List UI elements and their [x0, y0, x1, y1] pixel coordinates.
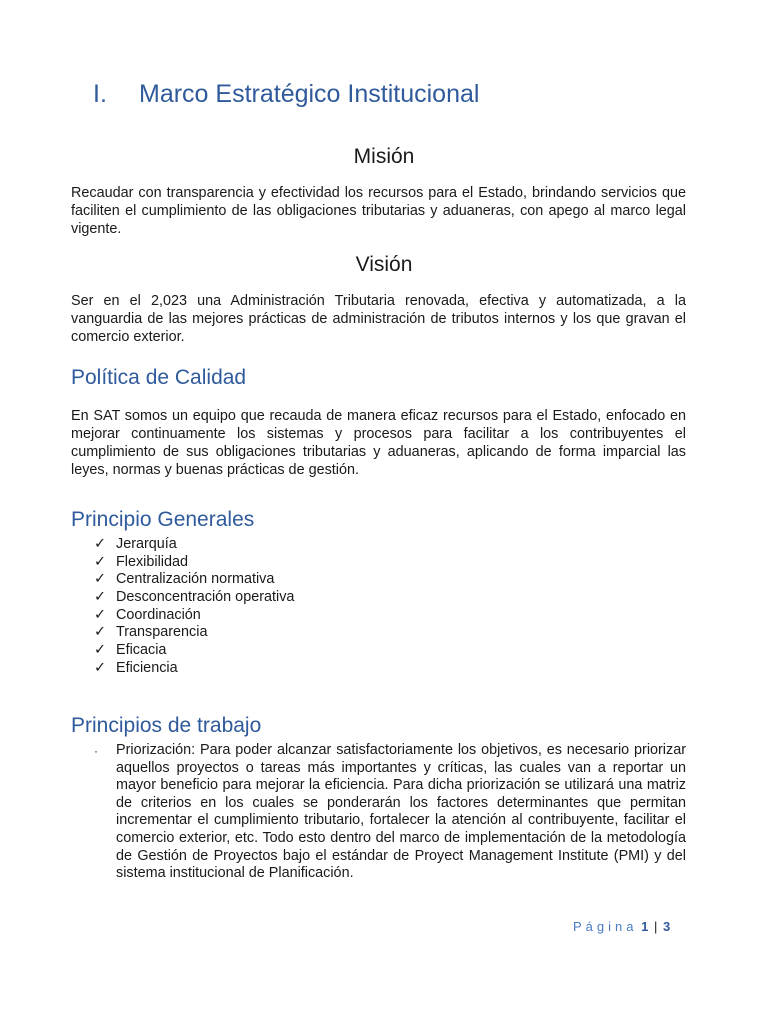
principios-trabajo-list [94, 742, 686, 883]
section-title: Marco Estratégico Institucional [139, 80, 480, 108]
vision-title: Visión [355, 253, 413, 276]
checkmark-icon: ✓ [94, 642, 107, 659]
checkmark-icon: ✓ [94, 624, 107, 641]
page-number: 1 [641, 919, 649, 934]
checkmark-icon: ✓ [94, 606, 107, 623]
list-item: ✓ Jerarquía [94, 536, 177, 552]
list-item: ✓ Transparencia [94, 624, 208, 641]
bullet-icon: · [94, 744, 98, 758]
list-item: ✓ Centralización normativa [94, 571, 275, 588]
mision-text: Recaudar con transparencia y efectividad los recursos para el Estado, brindando servicios que faciliten el cumplimiento de las obligaciones tributarias y aduaneras, con apego al marco legal vigente. [71, 185, 686, 237]
section-heading [93, 80, 479, 109]
vision-text: Ser en el 2,023 una Administración Tributaria renovada, efectiva y automatizada, a la vanguardia de las mejores prácticas de administración de tributos internos y los que gravan el comercio exterior. [71, 293, 686, 345]
politica-title: Política de Calidad [71, 366, 247, 389]
page-separator: | [653, 919, 658, 934]
principios-trabajo-title: Principios de trabajo [71, 714, 262, 737]
page-footer [573, 919, 670, 934]
checkmark-icon: ✓ [94, 659, 107, 676]
list-item: Priorización: Para poder alcanzar satisfactoriamente los objetivos, es necesario priorizar aquellos proyectos o tareas más importantes y críticas, las cuales van a reportar un mayor beneficio para mejorar la eficiencia. Para dicha priorización se utilizará una matriz de criterios en los cuales se ponderarán los factores determinantes que permitan incrementar el cumplimiento tributario, fortalecer la atención al contribuyente, facilitar el comercio exterior, etc. Todo esto dentro del marco de implementación de la metodología de Gestión de Proyectos bajo el estándar de Proyect Management Institute (PMI) y del sistema institucional de Planificación. [116, 742, 686, 882]
list-item: ✓ Flexibilidad [94, 553, 188, 570]
list-item: ✓ Desconcentración operativa [94, 589, 295, 606]
politica-text: En SAT somos un equipo que recauda de manera eficaz recursos para el Estado, enfocado en mejorar continuamente los sistemas y procesos para facilitar a los contribuyentes el cumplimiento de sus obligaciones tributarias y aduaneras, aplicando de forma imparcial las leyes, normas y buenas prácticas de gestión. [71, 408, 686, 478]
page-label: Página [573, 919, 638, 934]
page-total: 3 [662, 919, 671, 934]
list-item: ✓ Eficacia [94, 642, 167, 659]
section-number: I. [93, 80, 107, 108]
checkmark-icon: ✓ [94, 589, 107, 606]
principios-generales-title: Principio Generales [71, 508, 255, 531]
checkmark-icon: ✓ [94, 553, 107, 570]
principios-generales-list [94, 536, 294, 678]
mision-title: Misión [353, 145, 415, 168]
list-item: ✓ Eficiencia [94, 659, 178, 676]
list-item: ✓ Coordinación [94, 606, 201, 623]
checkmark-icon: ✓ [94, 536, 107, 552]
checkmark-icon: ✓ [94, 571, 107, 588]
